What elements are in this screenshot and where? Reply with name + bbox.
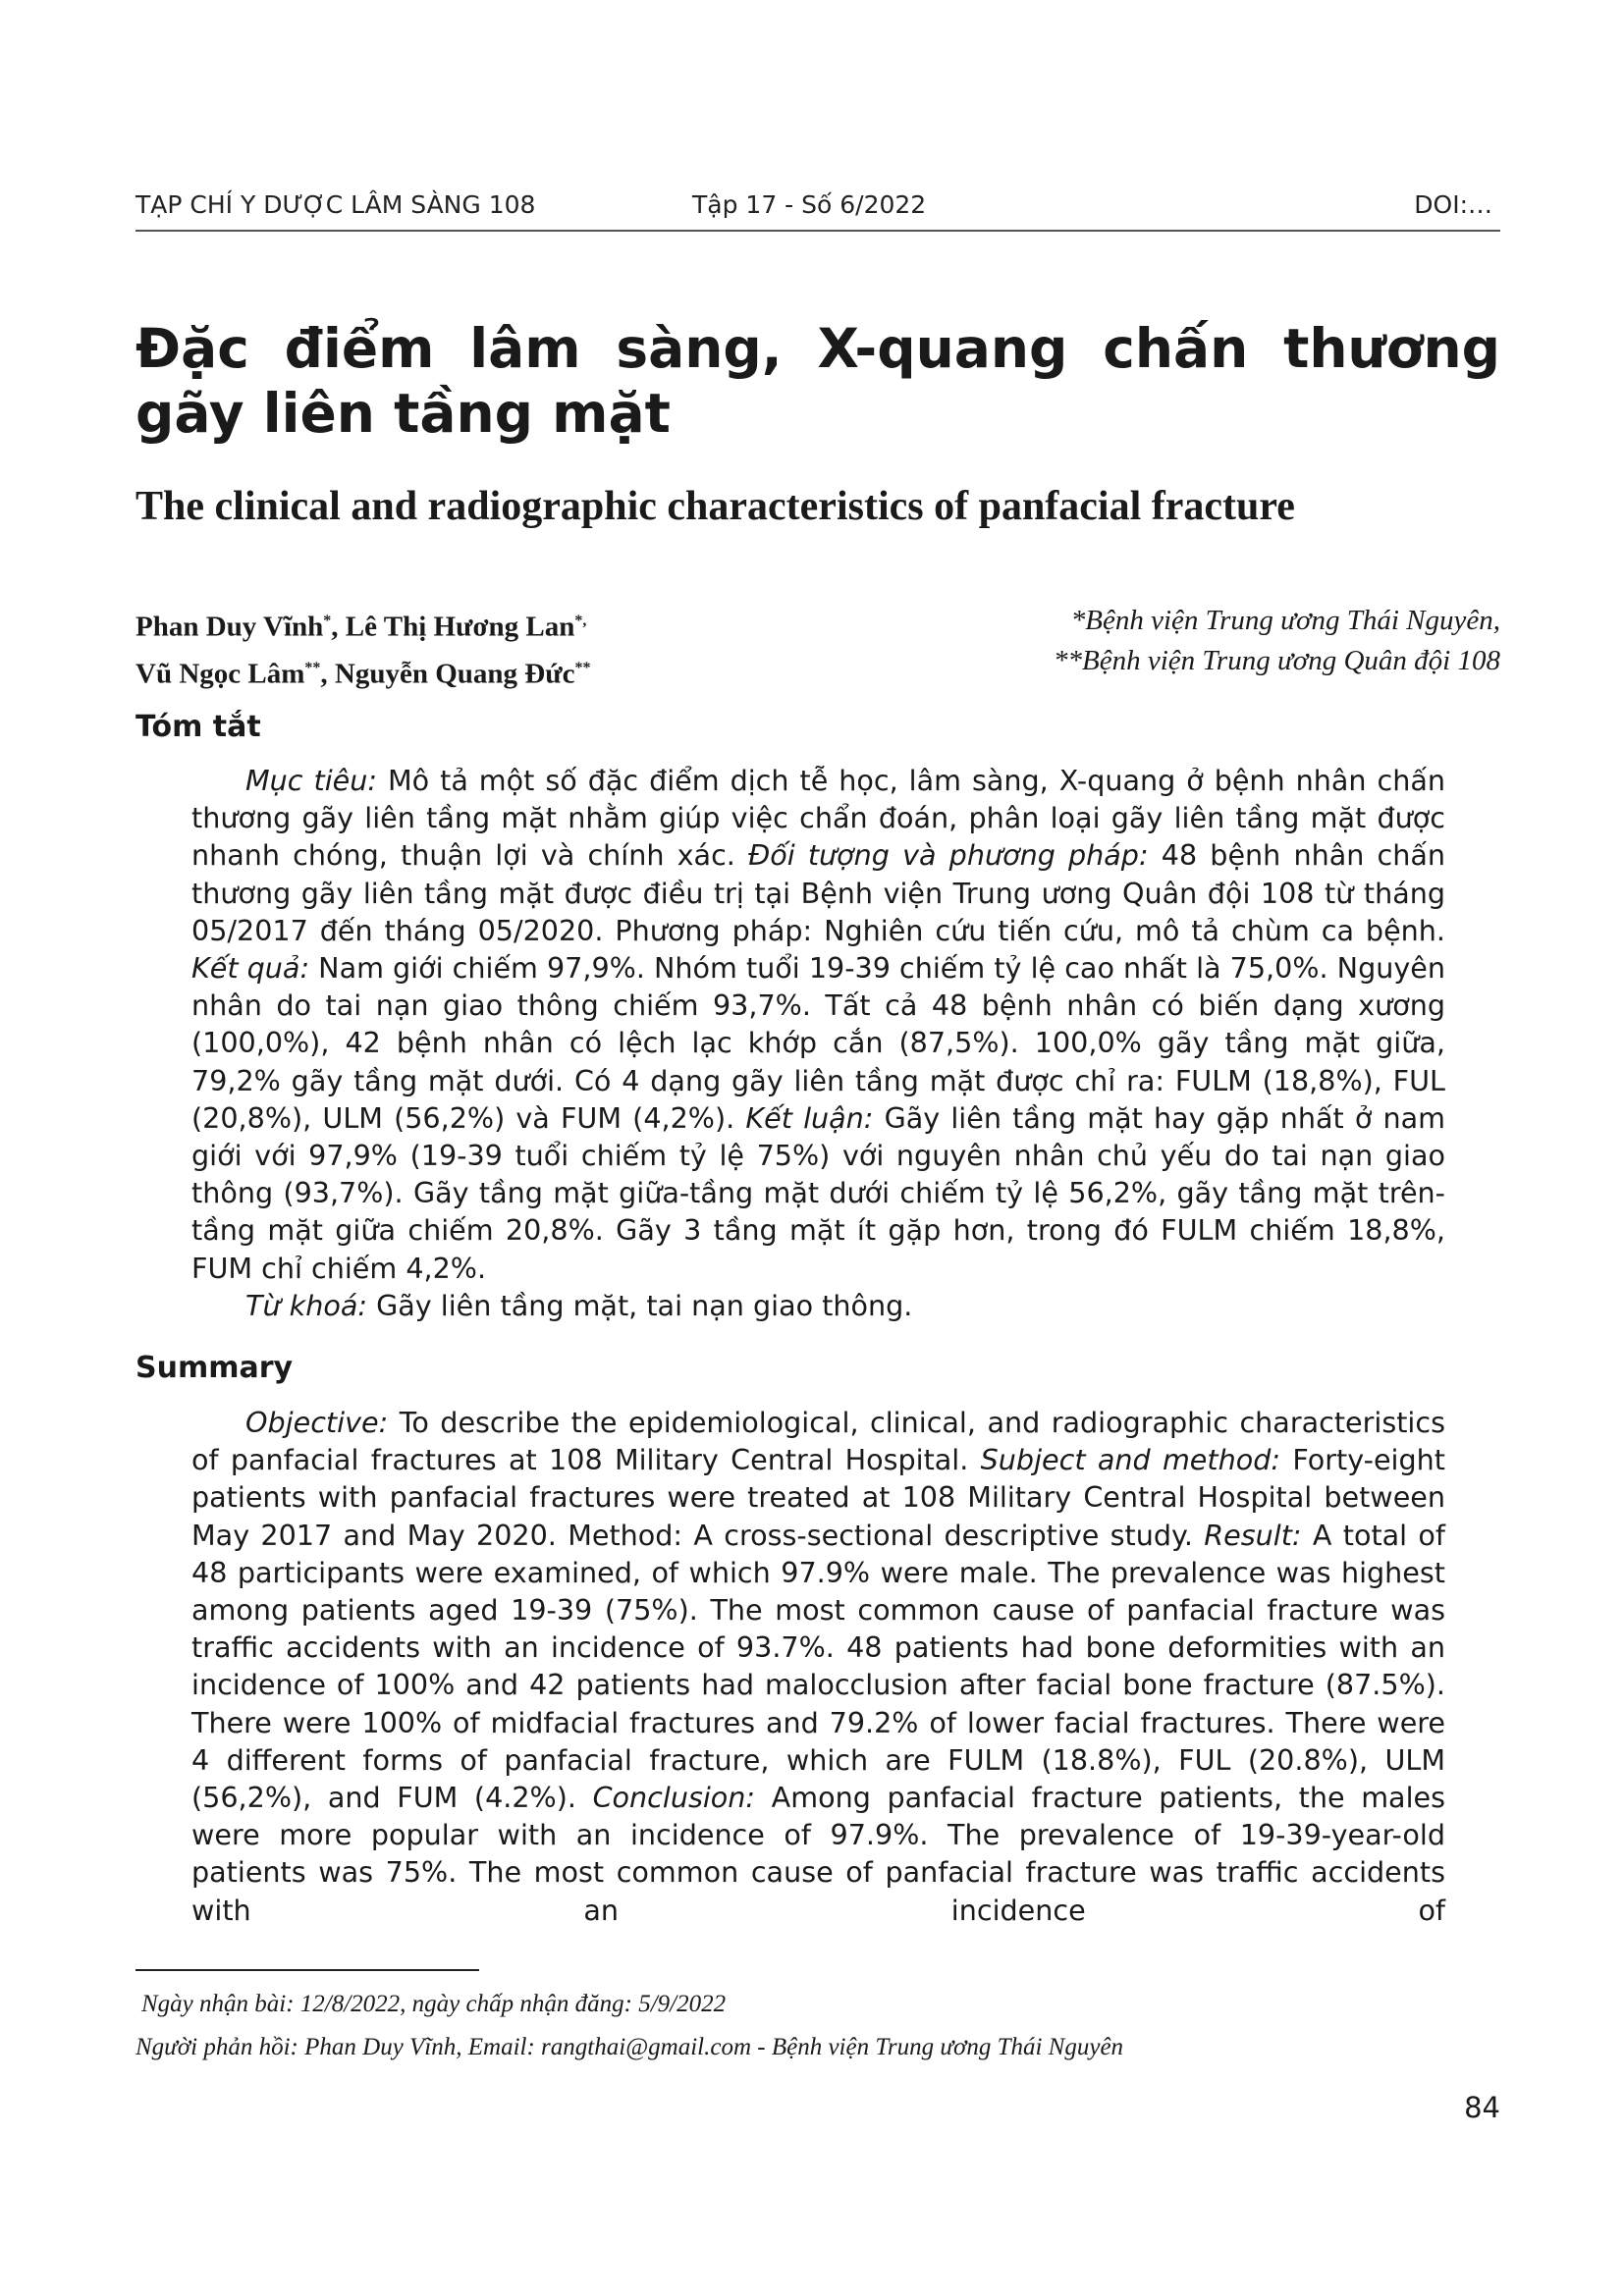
objective-text: To describe the epidemiological, clinical, and radiographic characteristics of panfacial fractures at 108 Military Central Hospital. (191, 1406, 1445, 1477)
objective-label: Mục tiêu: (245, 764, 377, 797)
keywords-vi (191, 1287, 1445, 1324)
author-line-1 (135, 601, 591, 648)
author-name: Nguyễn Quang Đức (334, 658, 575, 690)
objective-label: Objective: (245, 1406, 389, 1439)
author-separator: , (320, 658, 335, 690)
footnotes (135, 1983, 1123, 2069)
footnote-divider (135, 1969, 479, 1971)
objective-text: Mô tả một số đặc điểm dịch tễ học, lâm sàng, X-quang ở bệnh nhân chấn thương gãy liên tầng mặt nhằm giúp việc chẩn đoán, phân loại gãy liên tầng mặt được nhanh chóng, thuận lợi và chính xác. (191, 764, 1446, 873)
conclusion-text: Gãy liên tầng mặt hay gặp nhất ở nam giới với 97,9% (19-39 tuổi chiếm tỷ lệ 75%) với nguyên nhân chủ yếu do tai nạn giao thông (93,7%). Gãy tầng mặt giữa-tầng mặt dưới chiếm tỷ lệ 56,2%, gãy tầng mặt trên-tầng mặt giữa chiếm 20,8%. Gãy 3 tầng mặt ít gặp hơn, trong đó FULM chiếm 18,8%, FUM chỉ chiếm 4,2%. (191, 1100, 1445, 1285)
author-separator: , (331, 611, 346, 643)
author-affil-mark: ** (574, 659, 591, 676)
result-text: Nam giới chiếm 97,9%. Nhóm tuổi 19-39 chiếm tỷ lệ cao nhất là 75,0%. Nguyên nhân do tai nạn giao thông chiếm 93,7%. Tất cả 48 bệnh nhân có biến dạng xương (100,0%), 42 bệnh nhân có lệch lạc khớp cắn (87,5%). 100,0% gãy tầng mặt giữa, 79,2% gãy tầng mặt dưới. Có 4 dạng gãy liên tầng mặt được chỉ ra: FULM (18,8%), FUL (20,8%), ULM (56,2%) và FUM (4,2%). (191, 951, 1445, 1135)
article-subtitle: The clinical and radiographic characteristics of panfacial fracture (135, 484, 1295, 529)
affiliation: *Bệnh viện Trung ương Thái Nguyên, (1070, 605, 1500, 636)
abstract-en (191, 1404, 1445, 1929)
abstract-en-heading: Summary (135, 1351, 294, 1385)
result-text: A total of 48 participants were examined, of which 97.9% were male. The prevalence was highest among patients aged 19-39 (75%). The most common cause of panfacial fracture was traffic accidents with an incidence of 93.7%. 48 patients had bone deformities with an incidence of 100% and 42 patients had malocclusion after facial bone fracture (87.5%). There were 100% of midfacial fractures and 79.2% of lower facial fractures. There were 4 different forms of panfacial fracture, which are FULM (18.8%), FUL (20.8%), ULM (56,2%), and FUM (4.2%). (191, 1518, 1445, 1815)
author-affil-mark: * (574, 613, 583, 629)
author-separator: , (582, 613, 587, 629)
affiliation-list (1054, 601, 1500, 681)
conclusion-text: Among panfacial fracture patients, the males were more popular with an incidence of 97.9%. The prevalence of 19-39-year-old patients was 75%. The most common cause of panfacial fracture was traffic accidents with an incidence of (191, 1781, 1446, 1927)
conclusion-label: Conclusion: (592, 1781, 756, 1815)
conclusion-label: Kết luận: (745, 1100, 874, 1135)
abstract-en-body (191, 1404, 1445, 1929)
method-text: Forty-eight patients with panfacial fractures were treated at 108 Military Central Hospital between May 2017 and May 2020. Method: A cross-sectional descriptive study. (191, 1443, 1445, 1552)
author-name: Vũ Ngọc Lâm (135, 658, 305, 690)
author-name: Phan Duy Vĩnh (135, 611, 324, 643)
author-line-2 (135, 648, 591, 695)
method-label: Subject and method: (980, 1443, 1281, 1477)
abstract-vi-body (191, 762, 1445, 1287)
affiliation: **Bệnh viện Trung ương Quân đội 108 (1054, 645, 1500, 676)
corresponding-author-note: Người phản hồi: Phan Duy Vĩnh, Email: rangthai@gmail.com - Bệnh viện Trung ương Thái Nguyên (135, 2034, 1124, 2060)
abstract-vi-heading: Tóm tắt (135, 710, 261, 744)
method-text: 48 bệnh nhân chấn thương gãy liên tầng mặt được điều trị tại Bệnh viện Trung ương Quân đội 108 từ tháng 05/2017 đến tháng 05/2020. Phương pháp: Nghiên cứu tiến cứu, mô tả chùm ca bệnh. (191, 838, 1445, 947)
author-affil-mark: * (323, 613, 332, 629)
abstract-vi (191, 762, 1445, 1324)
keywords-text: Gãy liên tầng mặt, tai nạn giao thông. (367, 1288, 913, 1322)
journal-name: TẠP CHÍ Y DƯỢC LÂM SÀNG 108 (135, 190, 536, 219)
author-affil-mark: ** (304, 659, 321, 676)
result-label: Result: (1204, 1518, 1302, 1552)
keywords-label: Từ khoá: (245, 1288, 368, 1322)
received-date-note: Ngày nhận bài: 12/8/2022, ngày chấp nhận đăng: 5/9/2022 (141, 1991, 727, 2017)
author-name: Lê Thị Hương Lan (345, 611, 575, 643)
author-list (135, 601, 591, 694)
method-label: Đối tượng và phương pháp: (748, 838, 1149, 873)
running-header (135, 190, 1500, 232)
doi: DOI:… (1414, 190, 1492, 219)
result-label: Kết quả: (191, 951, 310, 986)
volume-issue: Tập 17 - Số 6/2022 (692, 190, 927, 219)
article-title: Đặc điểm lâm sàng, X-quang chấn thương gãy liên tầng mặt (135, 317, 1500, 445)
page-number: 84 (1464, 2091, 1500, 2124)
